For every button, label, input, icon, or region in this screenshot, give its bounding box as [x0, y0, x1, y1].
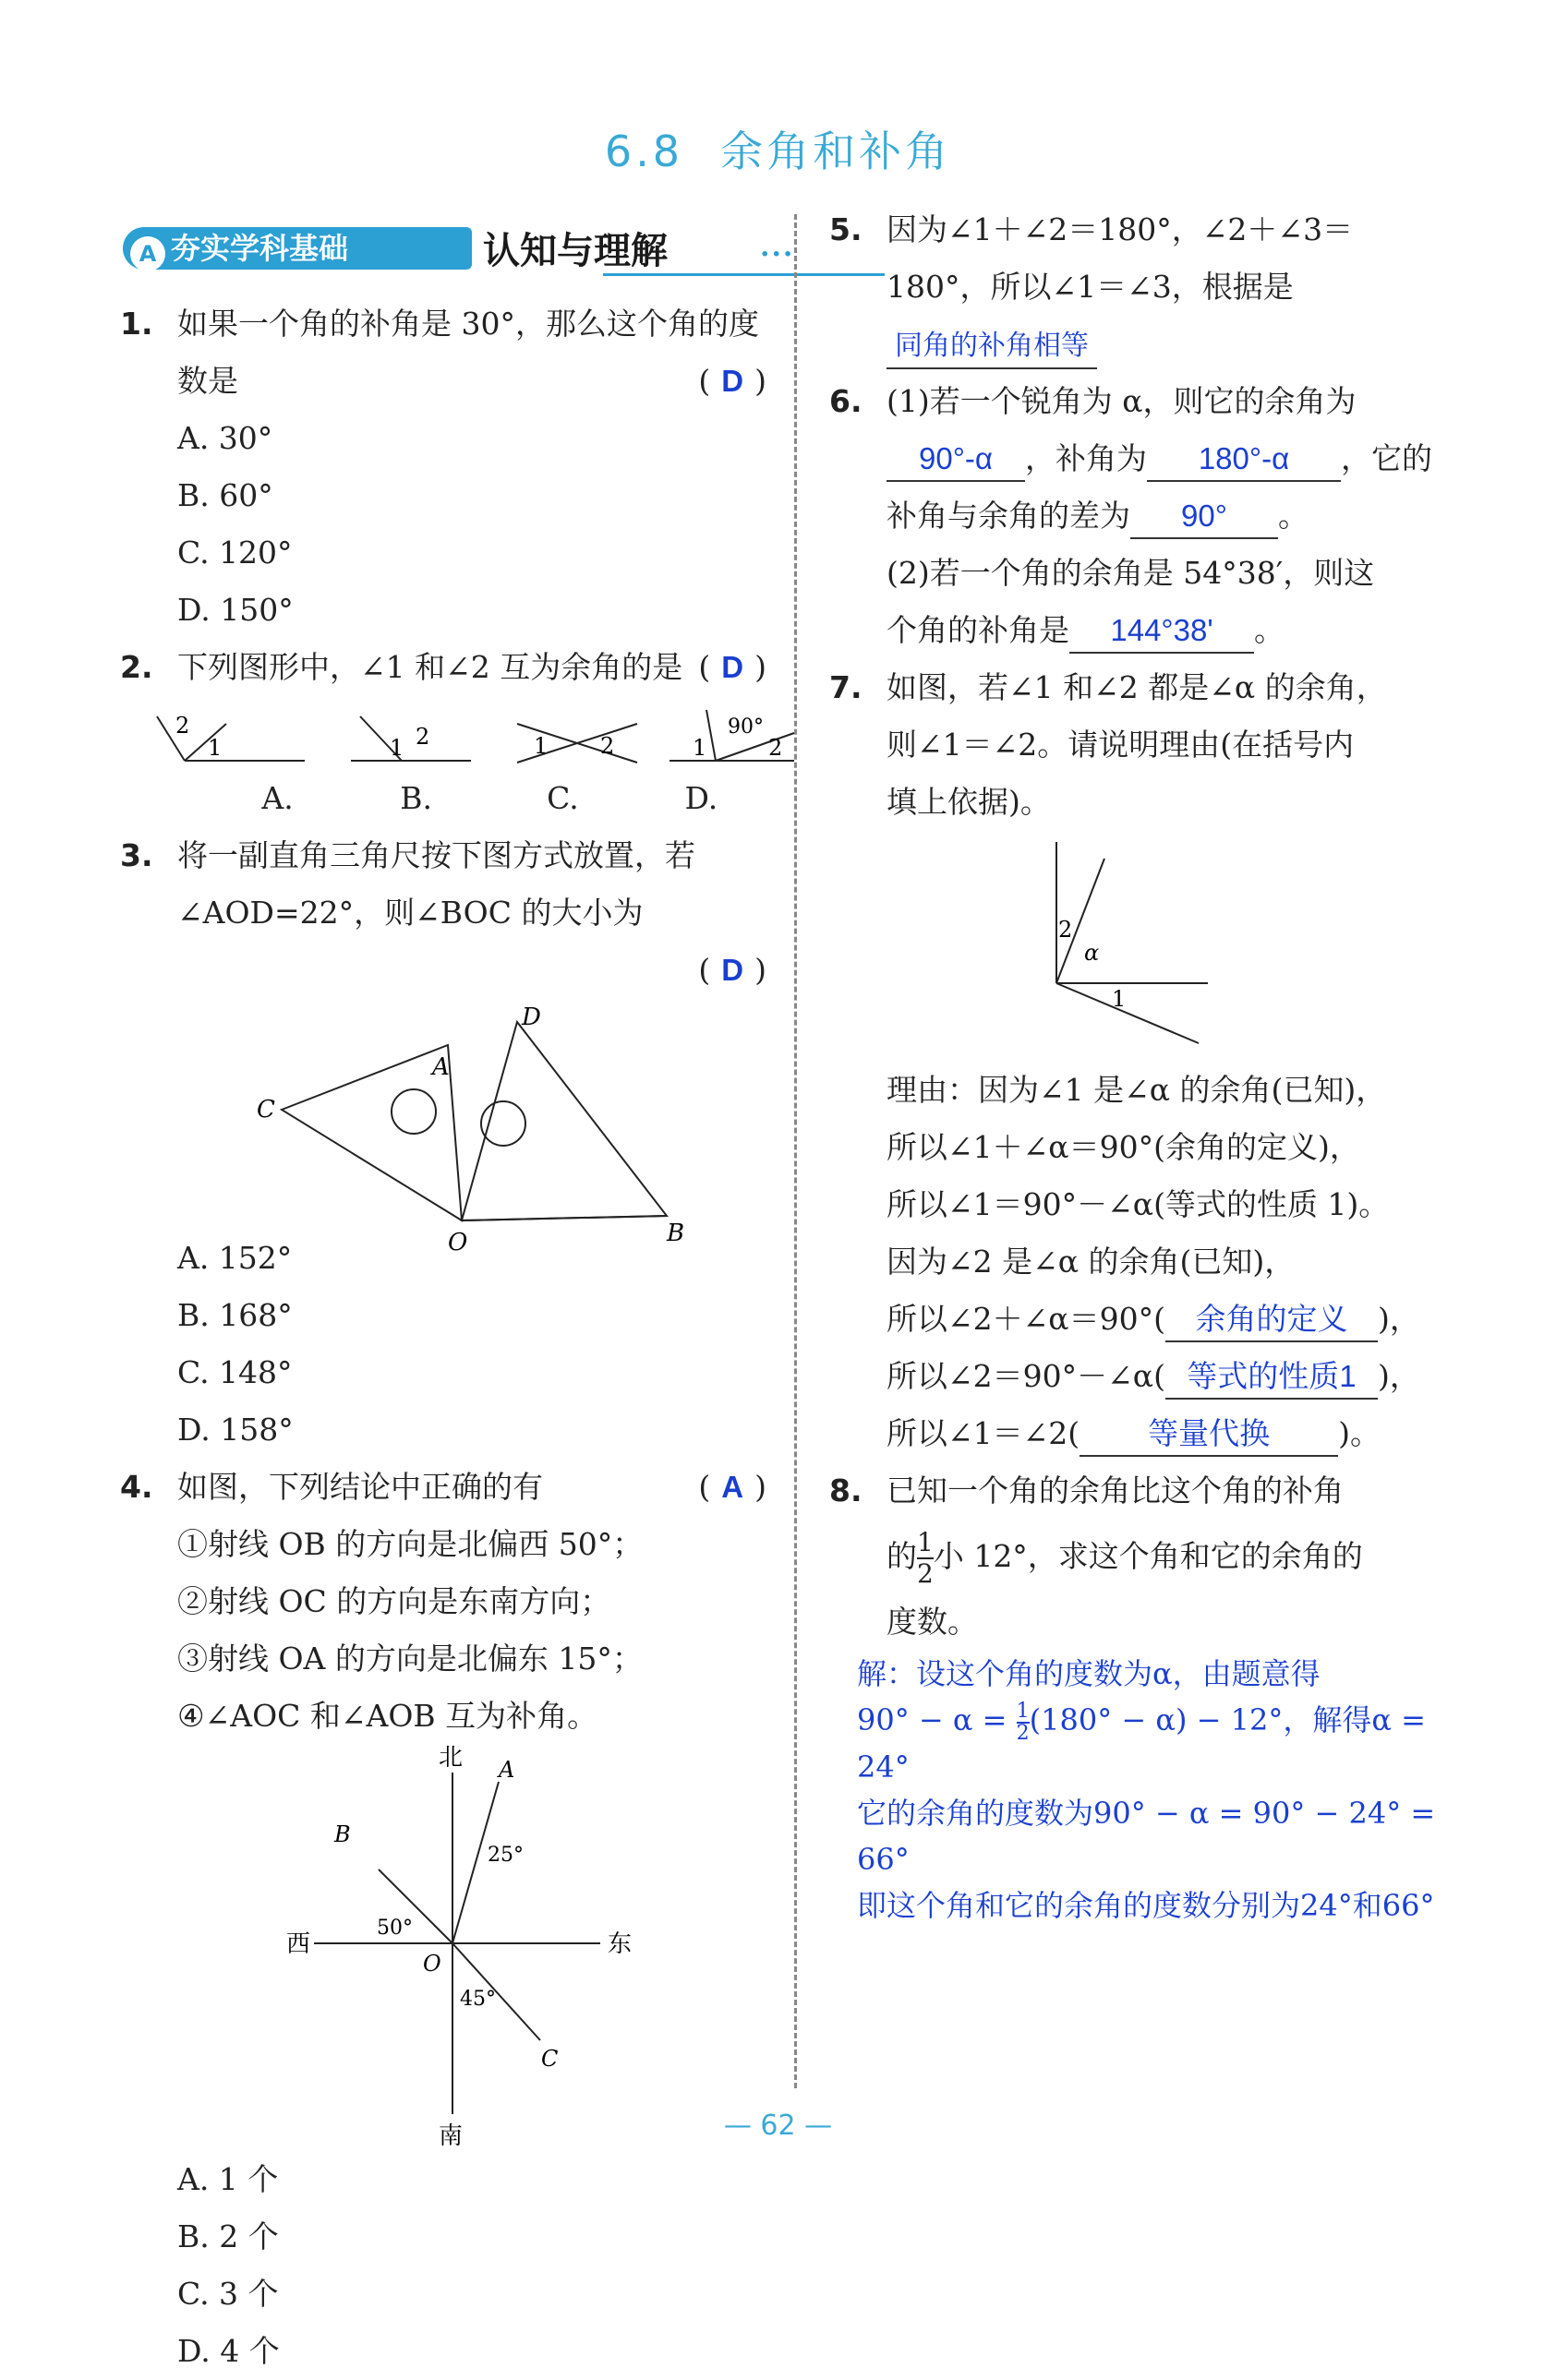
- statement-3: ③射线 OA 的方向是北偏东 15°；: [177, 1641, 643, 1677]
- question-text-line-3: 填上依据)。: [887, 784, 1051, 820]
- figure-a: [157, 713, 305, 761]
- text: )。: [1338, 1415, 1381, 1451]
- solution: [857, 1651, 1476, 1929]
- question-8: [829, 1462, 1476, 1929]
- reason-line-7: [887, 1405, 1476, 1462]
- question-text-line-3: 度数。: [887, 1604, 978, 1640]
- option-a: A. 1 个: [177, 2161, 279, 2197]
- figure-labels: [212, 770, 766, 827]
- label-west: 西: [286, 1930, 311, 1958]
- label-1: 1: [1112, 986, 1127, 1012]
- question-number: 3.: [120, 837, 153, 873]
- section-title: 余角和补角: [720, 126, 952, 176]
- text: 所以∠2＋∠α＝90°(: [887, 1301, 1165, 1337]
- question-text: [177, 639, 766, 696]
- option-b: B. 168°: [177, 1297, 293, 1333]
- angle-figures: [148, 696, 794, 770]
- question-7: [829, 659, 1476, 1462]
- text: (180° − α) − 12°，解得α = 24°: [857, 1702, 1426, 1785]
- label-2: 2: [416, 724, 430, 750]
- answer-blank-supplement: 180°-α: [1147, 438, 1341, 482]
- fraction-numerator: 1: [917, 1527, 934, 1557]
- solution-line-1: 解：设这个角的度数为α，由题意得: [857, 1656, 1321, 1691]
- question-number: 6.: [829, 383, 862, 419]
- text: ，它的: [1341, 440, 1432, 476]
- fraction-denominator: 2: [917, 1558, 934, 1589]
- page-number: — 62 —: [723, 2110, 833, 2142]
- label-45-degrees: 45°: [460, 1988, 496, 2011]
- banner-dots: ···: [760, 238, 795, 270]
- point-c: C: [541, 2046, 559, 2072]
- figure-label-a: A.: [261, 780, 294, 816]
- answer-blank: 同角的补角相等: [887, 325, 1097, 369]
- answer-blank-reason-6: 等式的性质1: [1165, 1355, 1378, 1400]
- section-number: 6.8: [604, 126, 684, 176]
- text: 的: [887, 1538, 917, 1574]
- banner-subtitle: 认知与理解: [483, 230, 668, 272]
- reason-line-4: 因为∠2 是∠α 的余角(已知)，: [887, 1244, 1296, 1280]
- label-east: 东: [608, 1930, 633, 1958]
- point-a: A: [432, 1053, 450, 1081]
- solution-line-4: 即这个角和它的余角的度数分别为24°和66°: [857, 1887, 1435, 1923]
- part-1-difference: [887, 487, 1476, 545]
- question-number: 1.: [120, 306, 153, 342]
- level-badge-icon: A: [130, 236, 165, 271]
- text: 。: [1278, 498, 1309, 534]
- triangle-figure: [120, 999, 766, 1256]
- text: 90° − α =: [857, 1702, 1017, 1737]
- question-stem: 下列图形中，∠1 和∠2 互为余角的是: [177, 649, 683, 685]
- question-number: 4.: [120, 1469, 153, 1505]
- text: )，: [1377, 1301, 1420, 1337]
- question-text-line-2: [887, 1520, 1476, 1593]
- question-stem: 如图，下列结论中正确的有: [177, 1469, 543, 1505]
- fraction-half: [917, 1528, 934, 1589]
- figure-d: [669, 710, 794, 761]
- question-number: 8.: [829, 1472, 862, 1509]
- right-column: [829, 201, 1476, 1929]
- options: [177, 1230, 766, 1459]
- label-1: 1: [693, 735, 707, 761]
- answer-blank-reason-7: 等量代换: [1080, 1412, 1338, 1457]
- column-divider: [794, 214, 797, 2088]
- option-c: C. 148°: [177, 1354, 293, 1390]
- answer-paren: ( D ): [698, 952, 766, 988]
- compass-figure: [120, 1745, 766, 2151]
- text: 。: [1254, 612, 1285, 648]
- point-c: C: [257, 1096, 275, 1124]
- answer-paren: ( D ): [698, 363, 766, 399]
- answer-paren: ( A ): [698, 1469, 766, 1505]
- fraction-denominator: 2: [1016, 1721, 1030, 1745]
- option-d: D. 158°: [177, 1412, 294, 1448]
- solution-line-2: [857, 1697, 1476, 1790]
- question-text-line-1: 因为∠1＋∠2＝180°，∠2＋∠3＝: [887, 211, 1354, 247]
- reason-line-2: 所以∠1＋∠α＝90°(余角的定义)，: [887, 1129, 1360, 1165]
- option-d: D. 150°: [177, 592, 294, 628]
- question-text-line-2: [887, 258, 1476, 373]
- statement-4: ④∠AOC 和∠AOB 互为补角。: [177, 1698, 598, 1734]
- question-text-line-1: 如图，若∠1 和∠2 都是∠α 的余角，: [887, 669, 1387, 705]
- question-5: [829, 201, 1476, 373]
- option-a: A. 30°: [177, 420, 273, 456]
- reason-line-1: 理由：因为∠1 是∠α 的余角(已知)，: [887, 1072, 1387, 1108]
- part-2-text: (2)若一个角的余角是 54°38′，则这: [887, 555, 1375, 591]
- answer-choice: D: [721, 364, 744, 398]
- statement-1: ①射线 OB 的方向是北偏西 50°；: [177, 1526, 644, 1562]
- label-south: 南: [439, 2122, 464, 2150]
- label-2: 2: [1058, 917, 1073, 943]
- answer-choice: A: [721, 1470, 744, 1504]
- solution-line-3: 它的余角的度数为90° − α = 90° − 24° = 66°: [857, 1795, 1436, 1877]
- banner-label: 夯实学科基础: [171, 231, 349, 266]
- label-25-degrees: 25°: [488, 1844, 524, 1867]
- point-o: O: [448, 1229, 468, 1256]
- question-2: [120, 639, 783, 827]
- reason-line-5: [887, 1291, 1476, 1348]
- section-banner: [123, 222, 795, 279]
- label-1: 1: [390, 735, 404, 761]
- option-d: D. 4 个: [177, 2333, 280, 2369]
- point-b: B: [667, 1220, 685, 1247]
- question-text: [177, 295, 766, 410]
- label-2: 2: [175, 713, 190, 739]
- banner-pill: [123, 227, 472, 270]
- text: ，补角为: [1025, 440, 1147, 476]
- option-c: C. 3 个: [177, 2276, 279, 2312]
- point-o: O: [423, 1951, 441, 1977]
- label-1: 1: [208, 735, 223, 761]
- text: 所以∠1＝∠2(: [887, 1415, 1080, 1451]
- fraction-numerator: 1: [1016, 1699, 1030, 1723]
- question-number: 2.: [120, 649, 153, 685]
- question-stem: 180°，所以∠1＝∠3，根据是: [887, 269, 1294, 305]
- text: 个角的补角是: [887, 612, 1069, 648]
- label-50-degrees: 50°: [377, 1917, 413, 1940]
- point-b: B: [334, 1821, 351, 1847]
- point-d: D: [522, 1004, 541, 1031]
- label-1: 1: [534, 733, 549, 759]
- page-title: [0, 118, 1556, 179]
- statement-2: ②射线 OC 的方向是东南方向；: [177, 1583, 611, 1619]
- question-text-line-2: 则∠1＝∠2。请说明理由(在括号内: [887, 727, 1355, 763]
- solution-fraction: [1017, 1701, 1030, 1744]
- figure-b: [351, 716, 471, 761]
- text: 所以∠2＝90°－∠α(: [887, 1358, 1165, 1394]
- answer-blank-supplement-2: 144°38': [1069, 609, 1254, 654]
- question-stem: 如果一个角的补角是 30°，那么这个角的度数是: [177, 306, 759, 399]
- question-4: [120, 1459, 766, 2380]
- option-c: C. 120°: [177, 535, 293, 571]
- options: [177, 410, 766, 639]
- label-2: 2: [768, 735, 783, 761]
- question-text: [177, 1459, 766, 1516]
- text: 补角与余角的差为: [887, 498, 1130, 534]
- label-90: 90°: [728, 715, 764, 739]
- question-1: [120, 295, 766, 639]
- answer-blank-complement: 90°-α: [887, 438, 1025, 482]
- angle-figure: [829, 831, 1476, 1062]
- question-number: 7.: [829, 669, 862, 705]
- answer-choice: D: [721, 650, 744, 684]
- option-b: B. 2 个: [177, 2218, 279, 2254]
- figure-label-d: D.: [684, 780, 718, 816]
- reason-line-3: 所以∠1＝90°－∠α(等式的性质 1)。: [887, 1186, 1390, 1222]
- options: [177, 2151, 766, 2380]
- question-text-line-1: 已知一个角的余角比这个角的补角: [887, 1472, 1344, 1509]
- question-text: 将一副直角三角尺按下图方式放置，若∠AOD=22°，则∠BOC 的大小为: [177, 837, 695, 931]
- question-6: [829, 373, 1476, 659]
- text: )，: [1377, 1358, 1420, 1394]
- question-number: 5.: [829, 211, 862, 247]
- label-2: 2: [600, 733, 615, 759]
- part-2-blank: [887, 602, 1476, 659]
- question-3: [120, 827, 766, 1459]
- figure-c: [517, 724, 637, 763]
- figure-label-c: C.: [547, 780, 579, 816]
- option-a: A. 152°: [177, 1240, 293, 1276]
- reason-line-6: [887, 1348, 1476, 1405]
- label-north: 北: [439, 1744, 464, 1772]
- option-b: B. 60°: [177, 477, 273, 513]
- answer-blank-difference: 90°: [1130, 495, 1278, 539]
- text: 小 12°，求这个角和它的余角的: [933, 1538, 1363, 1574]
- point-a: A: [499, 1757, 515, 1783]
- answer-choice: D: [721, 953, 744, 987]
- part-1-blanks: [887, 430, 1476, 487]
- figure-label-b: B.: [400, 780, 432, 816]
- label-alpha: α: [1084, 940, 1100, 966]
- part-1-text: (1)若一个锐角为 α，则它的余角为: [887, 383, 1357, 419]
- answer-paren: ( D ): [698, 649, 766, 685]
- answer-blank-reason-5: 余角的定义: [1165, 1298, 1378, 1342]
